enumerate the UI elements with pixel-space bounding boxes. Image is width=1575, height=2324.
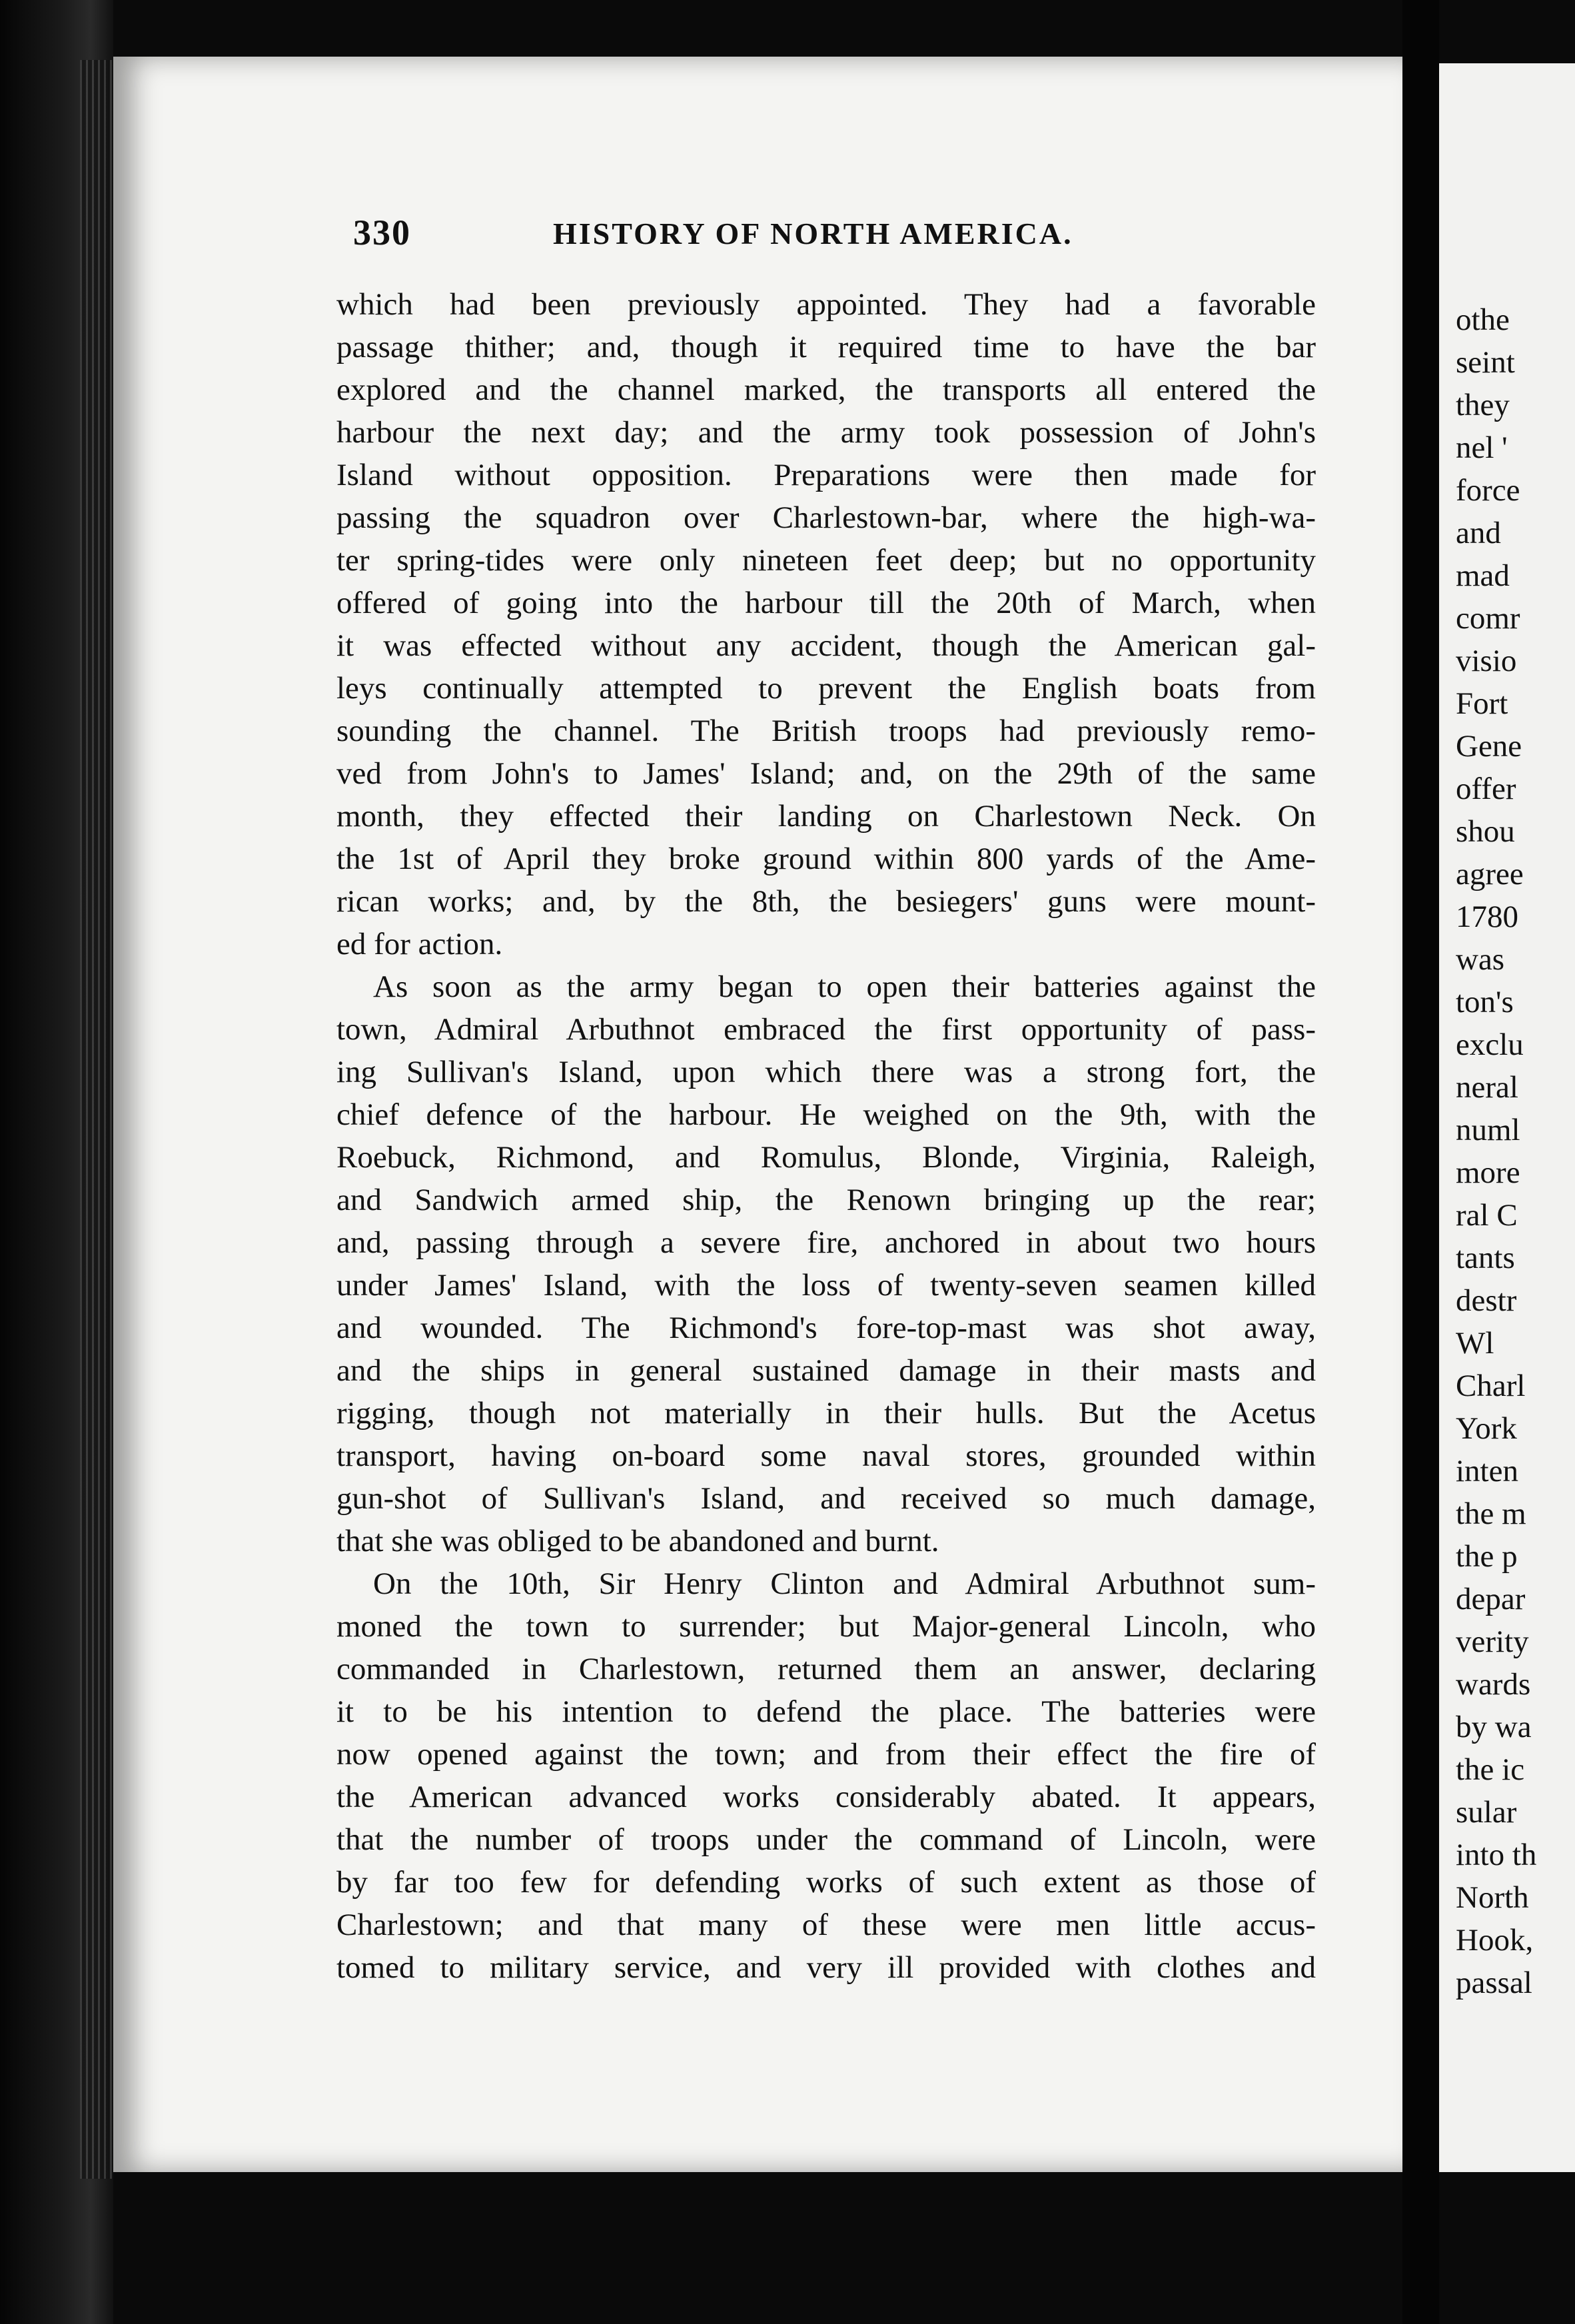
paragraph-start: As soon as the army began to open their batteries against the <box>373 969 1316 1004</box>
text-line: was <box>1456 942 1505 977</box>
text-line: and wounded. The Richmond's fore-top-mast was shot away, <box>336 1311 1316 1345</box>
page-header <box>353 212 1339 265</box>
text-line: York <box>1456 1411 1517 1446</box>
text-line: ton's <box>1456 985 1514 1019</box>
text-line: chief defence of the harbour. He weighed on the 9th, with the <box>336 1097 1316 1132</box>
text-line: and <box>1456 516 1501 550</box>
text-line: Island without opposition. Preparations were then made for <box>336 458 1316 492</box>
text-line: Wl <box>1456 1326 1494 1361</box>
text-line: nel ' <box>1456 430 1508 465</box>
text-line: it was effected without any accident, though the American gal- <box>336 628 1316 663</box>
text-line: numl <box>1456 1113 1520 1147</box>
text-line: tants <box>1456 1241 1515 1275</box>
text-line: and, passing through a severe fire, anchored in about two hours <box>336 1225 1316 1260</box>
text-line: rican works; and, by the 8th, the besiegers' guns were mount- <box>336 884 1316 919</box>
body-text <box>336 283 1316 1989</box>
text-line: that the number of troops under the command of Lincoln, were <box>336 1822 1316 1857</box>
text-line: Gene <box>1456 729 1522 764</box>
paragraph-start: On the 10th, Sir Henry Clinton and Admiral Arbuthnot sum- <box>373 1566 1316 1601</box>
text-line: agree <box>1456 857 1524 891</box>
text-line: now opened against the town; and from their effect the fire of <box>336 1737 1316 1772</box>
text-line: transport, having on-board some naval stores, grounded within <box>336 1439 1316 1473</box>
text-line: Hook, <box>1456 1923 1534 1958</box>
text-line: the p <box>1456 1539 1518 1574</box>
text-line: verity <box>1456 1624 1529 1659</box>
text-line: othe <box>1456 302 1510 337</box>
text-line: moned the town to surrender; but Major-general Lincoln, who <box>336 1609 1316 1644</box>
page-edges <box>80 60 113 2179</box>
text-line: town, Admiral Arbuthnot embraced the first opportunity of pass- <box>336 1012 1316 1047</box>
text-line: Charl <box>1456 1369 1526 1403</box>
text-line: and Sandwich armed ship, the Renown bringing up the rear; <box>336 1183 1316 1217</box>
text-line: it to be his intention to defend the place. The batteries were <box>336 1694 1316 1729</box>
text-line: by far too few for defending works of such extent as those of <box>336 1865 1316 1900</box>
text-line: harbour the next day; and the army took possession of John's <box>336 415 1316 450</box>
text-line: the m <box>1456 1496 1526 1531</box>
text-line: sular <box>1456 1795 1517 1830</box>
text-line: ing Sullivan's Island, upon which there was a strong fort, the <box>336 1055 1316 1089</box>
text-line: by wa <box>1456 1710 1532 1744</box>
text-line: commanded in Charlestown, returned them an answer, declaring <box>336 1652 1316 1686</box>
text-line: comr <box>1456 601 1520 636</box>
text-line: sounding the channel. The British troops had previously remo- <box>336 714 1316 748</box>
text-line: 1780 <box>1456 899 1518 934</box>
text-line: depar <box>1456 1582 1526 1616</box>
text-line: the American advanced works considerably abated. It appears, <box>336 1780 1316 1814</box>
text-line: the 1st of April they broke ground within 800 yards of the Ame- <box>336 842 1316 876</box>
text-line: gun-shot of Sullivan's Island, and received so much damage, <box>336 1481 1316 1516</box>
text-line: that she was obliged to be abandoned and burnt. <box>336 1524 939 1558</box>
running-title: HISTORY OF NORTH AMERICA. <box>553 217 1073 251</box>
text-line: ed for action. <box>336 927 503 961</box>
text-line: ral C <box>1456 1198 1518 1233</box>
page-number: 330 <box>353 213 411 253</box>
text-line: wards <box>1456 1667 1531 1702</box>
text-line: exclu <box>1456 1027 1524 1062</box>
text-line: shou <box>1456 814 1515 849</box>
text-line: passing the squadron over Charlestown-bar, where the high-wa- <box>336 500 1316 535</box>
text-line: explored and the channel marked, the transports all entered the <box>336 372 1316 407</box>
text-line: visio <box>1456 644 1517 678</box>
text-line: which had been previously appointed. They had a favorable <box>336 287 1316 322</box>
text-line: into th <box>1456 1838 1537 1872</box>
right-page-text-fragment <box>1456 298 1575 2004</box>
text-line: leys continually attempted to prevent the English boats from <box>336 671 1316 706</box>
text-line: inten <box>1456 1454 1518 1488</box>
text-line: Roebuck, Richmond, and Romulus, Blonde, Virginia, Raleigh, <box>336 1140 1316 1175</box>
text-line: passage thither; and, though it required time to have the bar <box>336 330 1316 364</box>
text-line: the ic <box>1456 1752 1525 1787</box>
text-line: North <box>1456 1880 1529 1915</box>
text-line: more <box>1456 1155 1520 1190</box>
text-line: force <box>1456 473 1520 508</box>
text-line: they <box>1456 388 1510 422</box>
text-line: ter spring-tides were only nineteen feet deep; but no opportunity <box>336 543 1316 578</box>
text-line: ved from John's to James' Island; and, on the 29th of the same <box>336 756 1316 791</box>
text-line: destr <box>1456 1283 1517 1318</box>
text-line: Fort <box>1456 686 1508 721</box>
text-line: mad <box>1456 558 1510 593</box>
text-line: offered of going into the harbour till the 20th of March, when <box>336 586 1316 620</box>
text-line: offer <box>1456 772 1516 806</box>
text-line: Charlestown; and that many of these were men little accus- <box>336 1908 1316 1942</box>
text-line: rigging, though not materially in their hulls. But the Acetus <box>336 1396 1316 1431</box>
text-line: and the ships in general sustained damage in their masts and <box>336 1353 1316 1388</box>
text-line: passal <box>1456 1966 1532 2000</box>
text-line: month, they effected their landing on Charlestown Neck. On <box>336 799 1316 834</box>
text-line: under James' Island, with the loss of twenty-seven seamen killed <box>336 1268 1316 1303</box>
book-spine <box>1402 0 1439 2324</box>
text-line: neral <box>1456 1070 1518 1105</box>
text-line: tomed to military service, and very ill provided with clothes and <box>336 1950 1316 1985</box>
text-line: seint <box>1456 345 1515 380</box>
